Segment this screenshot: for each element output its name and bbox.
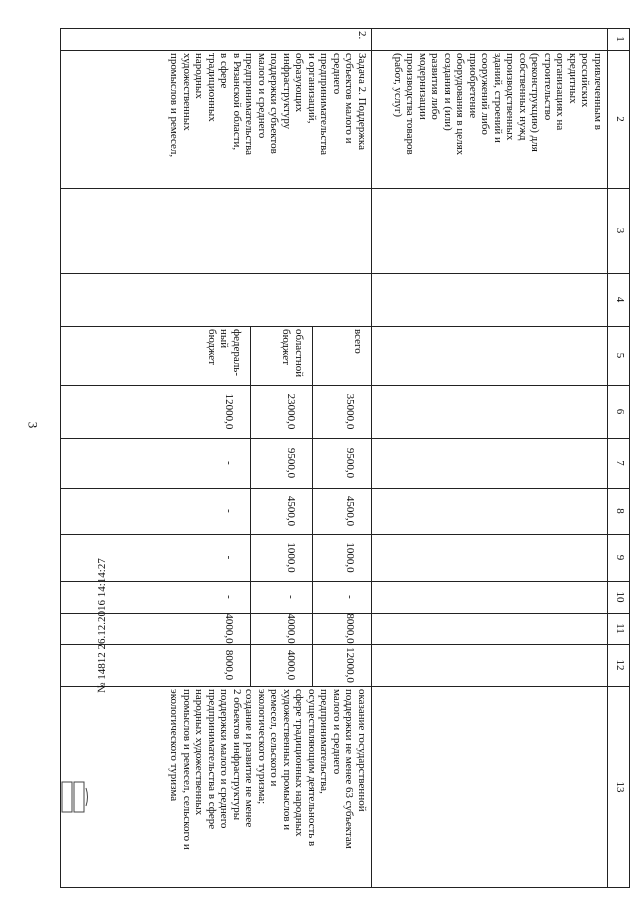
task-index: 2. bbox=[356, 31, 368, 40]
prev-row-description bbox=[374, 53, 604, 185]
amount-cell: 8000,0 bbox=[223, 649, 235, 681]
prev-row-description-line: собственных нужд bbox=[517, 53, 529, 141]
page-number: 3 bbox=[25, 421, 41, 429]
funding-source bbox=[62, 329, 243, 382]
amount-cell: - bbox=[223, 509, 235, 513]
expected-results-line: поддержки не менее 63 субъектам bbox=[343, 689, 356, 849]
column-number: 6 bbox=[614, 408, 626, 415]
footer bbox=[96, 558, 108, 693]
funding-source-line: всего bbox=[352, 329, 364, 354]
column-divider bbox=[60, 686, 630, 687]
expected-results-line: ремесел, сельского и bbox=[268, 689, 281, 787]
table-border-top bbox=[629, 28, 630, 888]
amount-cell: 4500,0 bbox=[344, 495, 356, 527]
task-description-line: промыслов и ремесел, bbox=[168, 53, 181, 158]
prev-row-description-line: (реконструкцию) для bbox=[529, 53, 542, 152]
task-description-line: Задача 2. Поддержка bbox=[356, 53, 368, 150]
task-description-line: образующих bbox=[293, 53, 306, 113]
document-number: № 14812 26.12.2016 14:14:27 bbox=[96, 558, 108, 693]
task-description-line: поддержки субъектов bbox=[268, 53, 281, 154]
amount-cell: 12000,0 bbox=[223, 393, 235, 430]
prev-row-description-line: развития либо bbox=[429, 53, 442, 120]
funding-source-line: федераль- bbox=[231, 329, 243, 376]
column-number: 4 bbox=[614, 296, 626, 303]
task-description-line: среднего bbox=[331, 53, 343, 95]
column-number: 13 bbox=[614, 781, 626, 793]
column-number: 2 bbox=[614, 116, 626, 122]
table-border-left bbox=[60, 28, 630, 29]
expected-results-line: создание и развитие не менее bbox=[243, 689, 256, 828]
task-description-line: субъектов малого и bbox=[343, 53, 356, 144]
column-number: 8 bbox=[614, 508, 626, 514]
amount-cell: 1000,0 bbox=[344, 542, 356, 573]
row-divider bbox=[371, 28, 372, 888]
prev-row-description-line: оборудования в целях bbox=[454, 53, 467, 156]
column-number: 12 bbox=[614, 659, 626, 671]
signature-stamp-icon bbox=[60, 780, 90, 814]
prev-row-description-line: кредитных bbox=[567, 53, 579, 104]
funding-source-line: бюджет bbox=[206, 329, 218, 365]
column-number: 7 bbox=[614, 460, 626, 466]
prev-row-description-line: создания и (или) bbox=[442, 53, 454, 131]
header-divider bbox=[607, 28, 608, 888]
prev-row-description-line: сооружений либо bbox=[479, 53, 492, 135]
prev-row-description-line: организациях на bbox=[554, 53, 567, 131]
amount-cell: - bbox=[223, 555, 235, 560]
expected-results bbox=[62, 689, 368, 885]
subrow-divider bbox=[250, 326, 251, 686]
document-table-wrapper bbox=[60, 28, 630, 888]
funding-source-line: бюджет bbox=[280, 329, 293, 365]
funding-source bbox=[315, 329, 364, 382]
amount-cell: - bbox=[223, 461, 235, 465]
amount-cell: 1000,0 bbox=[285, 542, 297, 573]
task-description-line: в сфере bbox=[218, 53, 231, 89]
task-description bbox=[62, 53, 368, 185]
amount-cell: 23000,0 bbox=[285, 393, 297, 430]
table-border-bottom bbox=[60, 28, 61, 888]
expected-results-line: промыслов и ремесел, сельского и bbox=[181, 689, 193, 850]
amount-cell: 4000,0 bbox=[285, 613, 297, 644]
column-number: 9 bbox=[614, 554, 626, 561]
document-table-rotated bbox=[60, 28, 630, 888]
amount-cell: 9500,0 bbox=[344, 447, 356, 479]
table-border-right bbox=[60, 887, 630, 888]
expected-results-line: экологического туризма bbox=[168, 689, 181, 802]
amount-cell: 8000,0 bbox=[344, 613, 356, 644]
amount-cell: 9500,0 bbox=[285, 447, 297, 479]
task-description-line: предпринимательства bbox=[243, 53, 256, 156]
amount-cell: - bbox=[223, 595, 235, 599]
funding-source bbox=[253, 329, 305, 382]
expected-results-line: предпринимательства, bbox=[318, 689, 331, 794]
column-divider bbox=[60, 273, 630, 274]
prev-row-description-line: (работ, услуг) bbox=[392, 53, 404, 118]
task-description-line: малого и среднего bbox=[256, 53, 268, 139]
amount-cell: 35000,0 bbox=[344, 393, 356, 430]
column-divider bbox=[60, 326, 630, 327]
task-description-line: в Рязанской области, bbox=[231, 53, 243, 151]
expected-results-line: сфере традиционных народных bbox=[293, 689, 306, 837]
prev-row-description-line: производства товаров bbox=[404, 53, 417, 155]
subrow-divider bbox=[312, 326, 313, 686]
column-number: 5 bbox=[614, 352, 626, 359]
prev-row-description-line: строительство bbox=[542, 53, 554, 121]
column-number: 10 bbox=[614, 591, 626, 603]
column-divider bbox=[60, 50, 630, 51]
prev-row-description-line: российских bbox=[579, 53, 592, 108]
task-description-line: художественных bbox=[181, 53, 193, 131]
prev-row-description-line: зданий, строений и bbox=[492, 53, 504, 143]
prev-row-description-line: модернизации bbox=[417, 53, 429, 120]
program-table bbox=[60, 28, 630, 888]
expected-results-line: предпринимательства в сфере bbox=[206, 689, 218, 830]
column-number: 3 bbox=[614, 227, 626, 234]
expected-results-line: малого и среднего bbox=[331, 689, 343, 775]
prev-row-description-line: производственных bbox=[504, 53, 517, 141]
funding-source-line: ный bbox=[218, 329, 231, 349]
amount-cell: 4000,0 bbox=[223, 613, 235, 644]
task-description-line: традиционных bbox=[206, 53, 218, 122]
amount-cell: 4000,0 bbox=[285, 649, 297, 681]
amount-cell: - bbox=[344, 595, 356, 599]
expected-results-line: осуществляющим деятельность в bbox=[306, 689, 318, 847]
expected-results-line: поддержки малого и среднего bbox=[218, 689, 231, 829]
amount-cell: 4500,0 bbox=[285, 495, 297, 527]
funding-source-line: областной bbox=[293, 329, 305, 378]
task-description-line: и организаций, bbox=[306, 53, 318, 124]
amount-cell: 12000,0 bbox=[344, 647, 356, 683]
prev-row-description-line: приобретение bbox=[467, 53, 479, 119]
expected-results-line: 2 объектов инфраструктуры bbox=[231, 689, 243, 821]
expected-results-line: народных художественных bbox=[193, 689, 206, 816]
prev-row-description-line: привлеченным в bbox=[592, 53, 604, 130]
column-number: 1 bbox=[614, 36, 626, 42]
expected-results-line: экологического туризма; bbox=[256, 689, 268, 805]
task-description-line: предпринимательства bbox=[318, 53, 331, 156]
column-divider bbox=[60, 188, 630, 189]
amount-cell: - bbox=[285, 595, 297, 599]
expected-results-line: оказание государственной bbox=[356, 689, 368, 812]
task-description-line: инфраструктуру bbox=[281, 53, 293, 130]
expected-results-line: художественных промыслов и bbox=[281, 689, 293, 831]
column-number: 11 bbox=[614, 623, 626, 634]
task-description-line: народных bbox=[193, 53, 206, 99]
